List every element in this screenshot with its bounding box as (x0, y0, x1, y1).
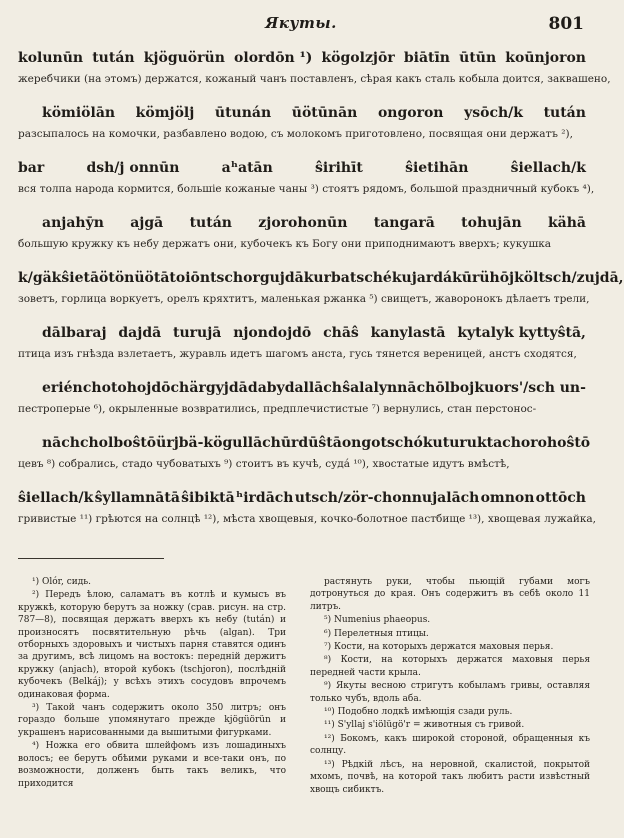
yakut-word: dsh/j onnūn (86, 160, 180, 176)
yakut-line (18, 488, 586, 508)
yakut-word: tután (543, 105, 586, 121)
yakut-word: kuors'/sch un- (474, 380, 586, 396)
yakut-line (42, 103, 586, 123)
footnotes-left-column (18, 576, 286, 791)
yakut-word: nāch (42, 435, 80, 451)
yakut-word: tután (92, 50, 135, 66)
yakut-word: ötön (99, 270, 135, 286)
russian-translation-line: птица изъ гнѣзда взлетаетъ, журавль идетъ шагомъ анста, гусь тянется вереницей, анстъ сходятся, (18, 348, 577, 360)
yakut-word: ʰirdāch (235, 490, 294, 506)
yakut-word: ottōch (535, 490, 586, 506)
footnotes-right-column (310, 576, 590, 797)
footnote: ³) Такой чанъ содержитъ около 350 литръ; онъ гораздо больше упомянутаго прежде kjögüörün и украшенъ нарисованными да вышитыми фигурками. (18, 703, 286, 738)
russian-translation-line: гривистые ¹¹) грѣются на солнцѣ ¹²), мѣста хвощевыя, кочко-болотное пастбище ¹³), хвощевая лужайка, (18, 513, 597, 525)
footnote: ⁴) Ножка его обвита шлейфомъ изъ лошадиныхъ волосъ; ее берутъ обѣими руками и все-таки онъ, по возможности, долженъ быть такъ великъ, что приходится (18, 741, 286, 789)
yakut-word: ūötūnān (291, 105, 358, 121)
yakut-word: k/gäkŝietā (18, 270, 100, 286)
yakut-word: tután (189, 215, 232, 231)
yakut-word: koūnjoron (505, 50, 586, 66)
yakut-word: ŝietihān (405, 160, 469, 176)
yakut-word: ajgā (130, 215, 164, 231)
footnote: ⁸) Кости, на которыхъ держатся маховыя перья передней части крыла. (310, 655, 590, 678)
yakut-word: üötā (134, 270, 170, 286)
page-number: 801 (548, 14, 584, 34)
yakut-word: tschorgujdā (210, 270, 304, 286)
yakut-line (18, 268, 624, 288)
yakut-word: ysōch/k (464, 105, 523, 121)
yakut-word: omnon (480, 490, 535, 506)
footnote: ⁷) Кости, на которыхъ держатся маховыя перья. (324, 642, 554, 653)
footnote: ²) Передъ ѣлою, саламатъ въ котлѣ и кумысъ въ кружкѣ, которую берутъ за ножку (срав. рисун. на стр. 787—8), посвящая держатъ вверхъ къ небу (tután) и произносятъ посвятительную рѣчь (algan). Три отборныхъ здоровыхъ и чистыхъ парня ставятся одинъ за другимъ, всѣ лицомъ на востокъ: передній держитъ кружку (anjach), второй кубокъ (tschjoron), послѣдній кубочекъ (Belkáj); у всѣхъ этихъ сосудовъ впрочемъ одинаковая форма. (18, 590, 286, 700)
yakut-word: kuturuktach (422, 435, 521, 451)
footnote: ¹²) Бокомъ, какъ широкой стороной, обращенныя къ солнцу. (310, 733, 590, 757)
yakut-word: dālbaraj (42, 325, 107, 341)
russian-translation-line: жеребчики (на этомъ) держатся, кожаный чанъ поставленъ, сѣрая какъ сталь кобыла доится, заквашено, (18, 73, 611, 85)
yakut-word: anjahȳn (42, 215, 104, 231)
yakut-word: kūrühōj (452, 270, 515, 286)
yakut-word: tohujān (461, 215, 522, 231)
footnote: растянуть руки, чтобы пьющій губами могъ дотронуться до края. Онъ содержитъ въ себѣ около 11 литръ. (310, 577, 590, 612)
yakut-line (18, 48, 586, 68)
running-title: Якуты. (265, 14, 337, 32)
yakut-word: kögolzjōr (321, 50, 395, 66)
footnote: ⁶) Перелетныя птицы. (324, 628, 429, 639)
yakut-word: njondojdō (233, 325, 312, 341)
russian-translation-line: пестроперые ⁶), окрыленные возвратились, предплечистистые ⁷) вернулись, стан перстонос- (18, 403, 537, 415)
yakut-word: ŝalalynnā (342, 380, 417, 396)
yakut-word: aʰatān (221, 160, 273, 176)
yakut-line (42, 213, 586, 233)
yakut-word: cholboŝtō (79, 435, 157, 451)
yakut-word: kähā (547, 215, 586, 231)
yakut-word: biātīn (403, 50, 450, 66)
yakut-word: ongotschó (341, 435, 423, 451)
yakut-line (42, 433, 591, 453)
yakut-word: kjöguörün (143, 50, 225, 66)
yakut-word: ŝiellach/k (18, 490, 94, 506)
yakut-word: kytalyk kyttyŝtā, (457, 325, 586, 341)
footnote: ⁵) Numenius phaeopus. (324, 615, 431, 626)
yakut-line (42, 378, 586, 398)
yakut-word: dabydallāch (247, 380, 342, 396)
yakut-word: ūrdūŝtā (280, 435, 342, 451)
russian-translation-line: большую кружку къ небу держатъ они, кубочекъ къ Богу они приподнимаютъ вверхъ; кукушка (18, 238, 552, 250)
russian-translation-line: вся толпа народа кормится, большіе кожаные чаны ³) стоятъ рядомъ, большой праздничный кубокъ ⁴), (18, 183, 595, 195)
footnote: ¹¹) S'yllaj s'iölügö'r = животныя съ гривой. (324, 720, 525, 731)
yakut-word: chotohojdōch (82, 380, 190, 396)
russian-translation-line: зоветъ, горлица воркуетъ, орелъ кряхтитъ, маленькая ржанка ⁵) свищетъ, жаворонокъ дѣлаетъ трели, (18, 293, 590, 305)
yakut-word: ūtunán (214, 105, 272, 121)
yakut-word: ūtūn (459, 50, 497, 66)
yakut-word: dajdā (118, 325, 162, 341)
yakut-word: ŝiellach/k (510, 160, 586, 176)
yakut-line (42, 323, 586, 343)
yakut-word: költsch/zujdā, (514, 270, 624, 286)
yakut-word: chāŝ (323, 325, 359, 341)
yakut-word: ŝibiktā (181, 490, 235, 506)
yakut-word: zjorohonūn (258, 215, 348, 231)
footnote: ¹⁰) Подобно лодкѣ имѣющія сзади руль. (324, 707, 513, 718)
footnote: ¹) Olór, сидь. (32, 577, 92, 587)
yakut-word: utsch/zör-chonnujalāch (294, 490, 480, 506)
yakut-word: turujā (173, 325, 222, 341)
yakut-word: kujardá (391, 270, 453, 286)
yakut-word: tangarā (373, 215, 435, 231)
yakut-word: orohoŝtō (520, 435, 591, 451)
yakut-word: toiōn (169, 270, 211, 286)
yakut-word: ürjbä-kögullāch (156, 435, 281, 451)
footnote: ¹³) Рѣдкій лѣсъ, на неровной, скалистой, покрытой мхомъ, почвѣ, на которой такъ любитъ расти извѣстный хвощъ сибиктъ. (310, 759, 590, 795)
russian-translation-line: разсыпалось на комочки, разбавлено водою, съ молокомъ приготовлено, посвящая они держатъ ²), (18, 128, 573, 140)
yakut-word: kömjölj (135, 105, 195, 121)
yakut-word: olordōn ¹) (234, 50, 313, 66)
yakut-word: kanylastā (370, 325, 446, 341)
page-header (0, 14, 602, 36)
yakut-word: ärgyjdā (189, 380, 248, 396)
footnote: ⁹) Якуты весною стригутъ кобыламъ гривы, оставляя только чубъ, вдоль аба. (310, 681, 590, 704)
yakut-word: ŝirihīt (315, 160, 363, 176)
yakut-word: kurbatsché (303, 270, 392, 286)
russian-translation-line: цевъ ⁸) собрались, стадо чубоватыхъ ⁹) стоитъ въ кучѣ, судá ¹⁰), хвостатые идутъ вмѣстѣ, (18, 458, 510, 470)
footnote-separator (18, 558, 164, 559)
yakut-word: ŝyllamnātā (94, 490, 180, 506)
yakut-word: kömiölān (42, 105, 116, 121)
yakut-line (18, 158, 586, 178)
yakut-word: ongoron (377, 105, 444, 121)
yakut-word: bar (18, 160, 45, 176)
yakut-word: kolunūn (18, 50, 84, 66)
yakut-word: chōlboj (416, 380, 475, 396)
yakut-word: erién (42, 380, 83, 396)
